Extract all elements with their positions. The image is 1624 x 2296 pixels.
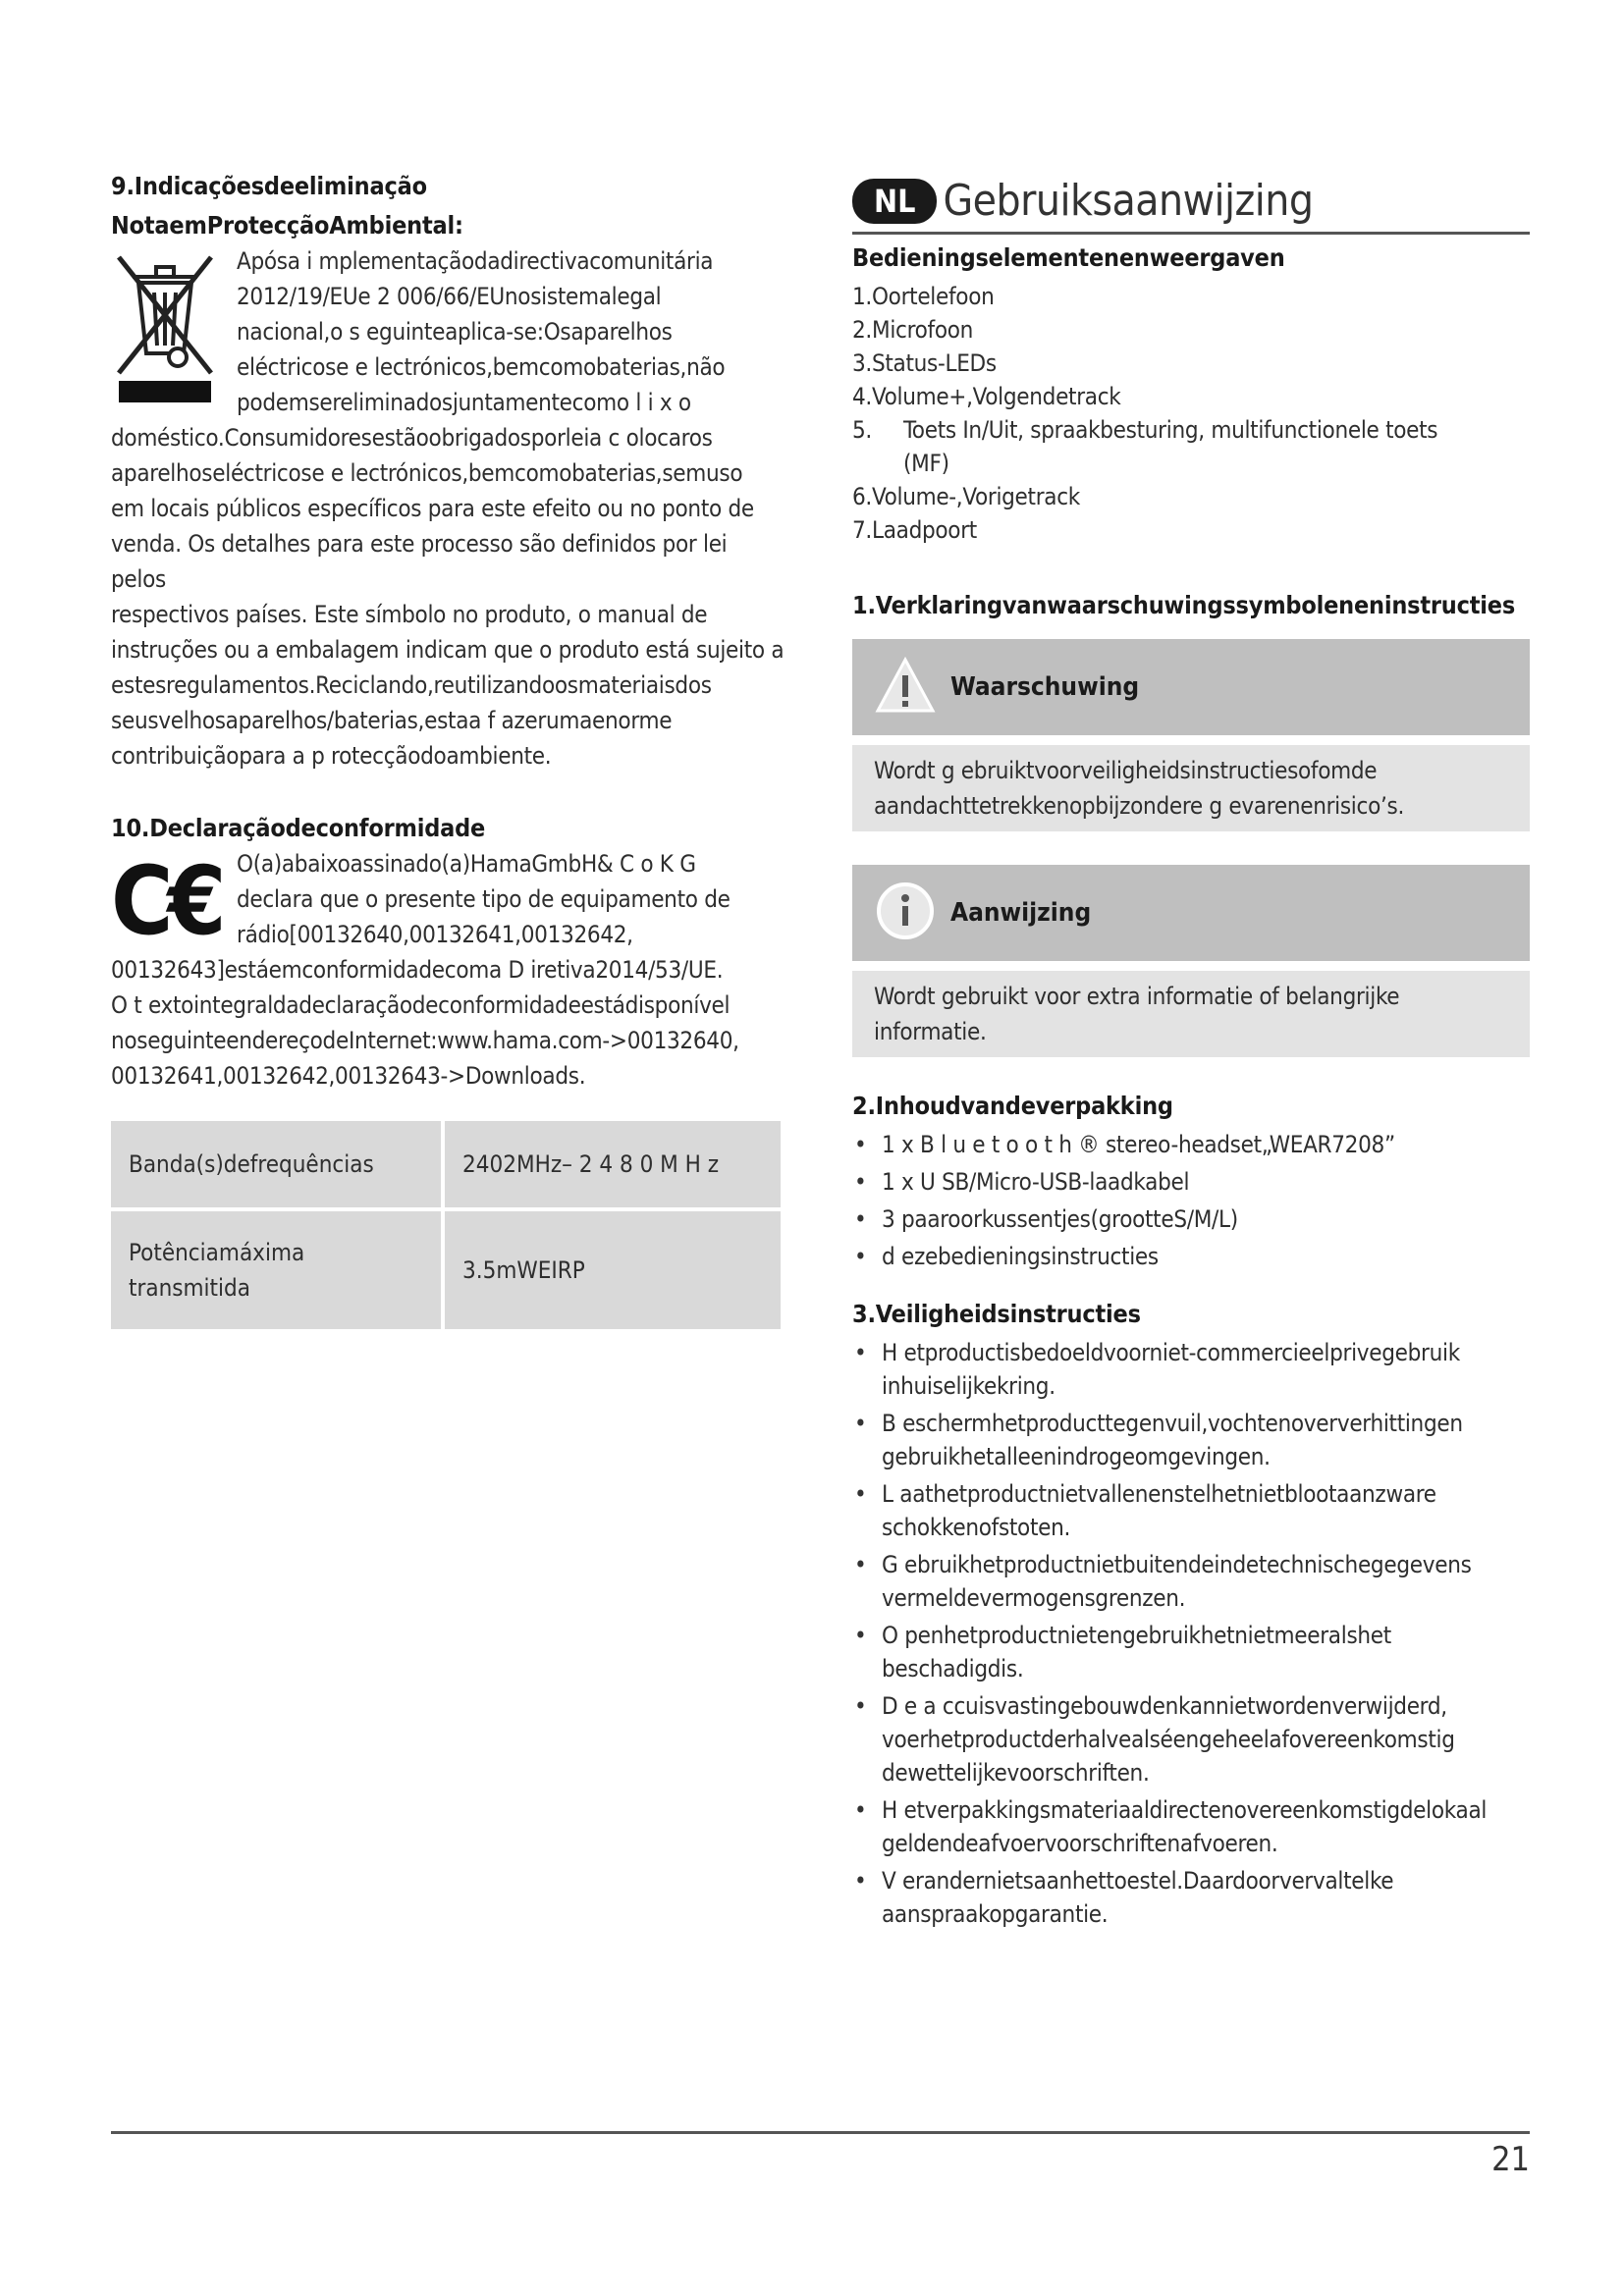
- item-text: • O penhetproductnietengebruikhetnietmeeralshet: [882, 1622, 1391, 1649]
- spec-table: [107, 1117, 785, 1333]
- spec-value: 2402MHz– 2 4 8 0 M H z: [445, 1121, 781, 1207]
- item-text: • V erandernietsaanhettoestel.Daardoorvervaltelke: [882, 1867, 1394, 1895]
- spec-label: Banda(s)defrequências: [111, 1121, 441, 1207]
- language-header: [852, 177, 1530, 235]
- item-text: Toets In/Uit, spraakbesturing, multifunctionele toets: [903, 416, 1438, 444]
- conformity-full-text: [111, 952, 786, 1094]
- disposal-line: venda. Os detalhes para este processo são definidos por lei pelos: [111, 530, 728, 593]
- conformity-line: 00132643]estáemconformidadecoma D iretiva2014/53/UE.: [111, 956, 724, 984]
- disposal-line: em locais públicos específicos para este efeito ou no ponto de: [111, 495, 754, 522]
- list-item: [852, 1689, 1530, 1789]
- list-item: 2.Microfoon: [852, 316, 974, 344]
- safety-list: [852, 1336, 1530, 1931]
- package-list: [852, 1128, 1530, 1273]
- disposal-line: podemsereliminadosjuntamentecomo l i x o: [237, 389, 691, 416]
- item-text: • H etverpakkingsmateriaaldirectenovereenkomstigdelokaal: [882, 1796, 1488, 1824]
- disposal-line: doméstico.Consumidoresestãoobrigadosporleia c olocaros: [111, 424, 713, 452]
- disposal-line: respectivos países. Este símbolo no produto, o manual de: [111, 601, 708, 628]
- list-item: 6.Volume-,Vorigetrack: [852, 483, 1080, 510]
- footer-divider: [111, 2131, 1530, 2134]
- controls-heading: Bedieningselementenenweergaven: [852, 243, 1285, 272]
- conformity-line: O(a)abaixoassinado(a)HamaGmbH& C o K G: [237, 850, 696, 878]
- list-item: 4.Volume+,Volgendetrack: [852, 383, 1121, 410]
- note-text: Wordt gebruikt voor extra informatie of belangrijke: [874, 983, 1400, 1010]
- spec-label: [111, 1211, 441, 1329]
- disposal-heading: 9.Indicaçõesdeeliminação: [111, 172, 427, 200]
- note-text: informatie.: [874, 1018, 987, 1045]
- item-text: dewettelijkevoorschriften.: [882, 1759, 1150, 1787]
- disposal-subheading: NotaemProtecçãoAmbiental:: [111, 211, 463, 240]
- list-item: • d ezebedieningsinstructies: [852, 1240, 1530, 1273]
- warning-text: Wordt g ebruiktvoorveiligheidsinstructiesofomde: [874, 757, 1378, 784]
- item-text: beschadigdis.: [882, 1655, 1024, 1682]
- conformity-heading: 10.Declaraçãodeconformidade: [111, 814, 486, 842]
- item-text: vermeldevermogensgrenzen.: [882, 1584, 1186, 1612]
- table-row: [111, 1121, 781, 1207]
- disposal-line: eléctricose e lectrónicos,bemcomobaterias,não: [237, 353, 726, 381]
- warning-triangle-icon: [874, 656, 937, 719]
- note-body: [852, 971, 1530, 1057]
- disposal-line: seusvelhosaparelhos/baterias,estaa f azerumaenorme: [111, 707, 673, 734]
- disposal-line: instruções ou a embalagem indicam que o produto está sujeito a: [111, 636, 785, 664]
- info-icon: [874, 881, 937, 944]
- item-text: geldendeafvoervoorschriftenafvoeren.: [882, 1830, 1278, 1857]
- language-badge: NL: [852, 179, 937, 224]
- disposal-line: contribuiçãopara a p rotecçãodoambiente.: [111, 742, 552, 770]
- note-bar: [852, 865, 1530, 961]
- item-text: • H etproductisbedoeldvoorniet-commercieelprivegebruik: [882, 1339, 1460, 1366]
- conformity-line: O t extointegraldadeclaraçãodeconformidadeestádisponível: [111, 991, 731, 1019]
- page-number: 21: [1491, 2140, 1530, 2179]
- list-item: • 3 paaroorkussentjes(grootteS/M/L): [852, 1202, 1530, 1236]
- list-item: [852, 1793, 1530, 1860]
- list-item: [852, 1407, 1530, 1473]
- package-heading: 2.Inhoudvandeverpakking: [852, 1092, 1173, 1120]
- ce-mark-icon: C€: [111, 846, 221, 956]
- disposal-indented-text: [237, 243, 725, 420]
- item-text: • B eschermhetproducttegenvuil,vochtenoververhittingen: [882, 1410, 1463, 1437]
- note-label: Aanwijzing: [950, 898, 1092, 928]
- item-text: schokkenofstoten.: [882, 1514, 1071, 1541]
- disposal-line: 2012/19/EUe 2 006/66/EUnosistemalegal: [237, 283, 662, 310]
- disposal-line: aparelhoseléctricose e lectrónicos,bemcomobaterias,semuso: [111, 459, 743, 487]
- warning-bar: [852, 639, 1530, 735]
- symbols-heading: 1.Verklaringvanwaarschuwingssymboleneninstructies: [852, 591, 1516, 619]
- right-column: [852, 177, 1530, 1935]
- disposal-line: nacional,o s eguinteaplica-se:Osaparelhos: [237, 318, 673, 346]
- list-item: 7.Laadpoort: [852, 516, 977, 544]
- disposal-line: Apósa i mplementaçãodadirectivacomunitária: [237, 247, 714, 275]
- item-text: aanspraakopgarantie.: [882, 1900, 1109, 1928]
- list-item: • 1 x B l u e t o o t h ® stereo-headset„WEAR7208”: [852, 1128, 1530, 1161]
- safety-heading: 3.Veiligheidsinstructies: [852, 1300, 1141, 1328]
- disposal-line: estesregulamentos.Reciclando,reutilizandoosmateriaisdos: [111, 671, 712, 699]
- list-item: [852, 1336, 1530, 1403]
- warning-label: Waarschuwing: [950, 672, 1140, 702]
- item-text: • L aathetproductnietvallenenstelhetnietblootaanzware: [882, 1480, 1436, 1508]
- left-column: [111, 169, 786, 1333]
- spec-label-line: transmitida: [129, 1274, 250, 1302]
- item-text: voerhetproductderhalvealséengeheelafovereenkomstig: [882, 1726, 1455, 1753]
- conformity-line: noseguinteendereçodeInternet:www.hama.com->00132640,: [111, 1027, 739, 1054]
- conformity-line: 00132641,00132642,00132643->Downloads.: [111, 1062, 586, 1090]
- spec-label-line: Potênciamáxima: [129, 1239, 305, 1266]
- list-item: 3.Status-LEDs: [852, 349, 997, 377]
- disposal-full-text: [111, 420, 786, 774]
- list-item: 1.Oortelefoon: [852, 283, 995, 310]
- list-item: [852, 1864, 1530, 1931]
- conformity-block: [111, 846, 786, 956]
- item-text: gebruikhetalleenindrogeomgevingen.: [882, 1443, 1271, 1470]
- conformity-line: rádio[00132640,00132641,00132642,: [237, 921, 633, 948]
- list-item: [852, 1619, 1530, 1685]
- disposal-block: [111, 243, 786, 420]
- warning-text: aandachttetrekkenopbijzondere g evarenenrisico’s.: [874, 792, 1405, 820]
- conformity-indented-text: [237, 846, 731, 952]
- list-item: • 1 x U SB/Micro-USB-laadkabel: [852, 1165, 1530, 1199]
- item-text: inhuiselijkekring.: [882, 1372, 1056, 1400]
- controls-list: [852, 280, 1530, 547]
- weee-crossed-bin-icon: [111, 243, 219, 420]
- list-item: [852, 1548, 1530, 1615]
- conformity-line: declara que o presente tipo de equipamento de: [237, 885, 731, 913]
- table-row: [111, 1211, 781, 1329]
- spec-value: 3.5mWEIRP: [445, 1211, 781, 1329]
- warning-body: [852, 745, 1530, 831]
- list-item: [852, 1477, 1530, 1544]
- item-text: • D e a ccuisvastingebouwdenkannietwordenverwijderd,: [882, 1692, 1447, 1720]
- page-title: Gebruiksaanwijzing: [943, 176, 1314, 226]
- item-text: • G ebruikhetproductnietbuitendeindetechnischegegevens: [882, 1551, 1472, 1578]
- item-number: 5.: [852, 416, 872, 444]
- list-item: [852, 413, 1530, 480]
- item-text: (MF): [903, 450, 949, 477]
